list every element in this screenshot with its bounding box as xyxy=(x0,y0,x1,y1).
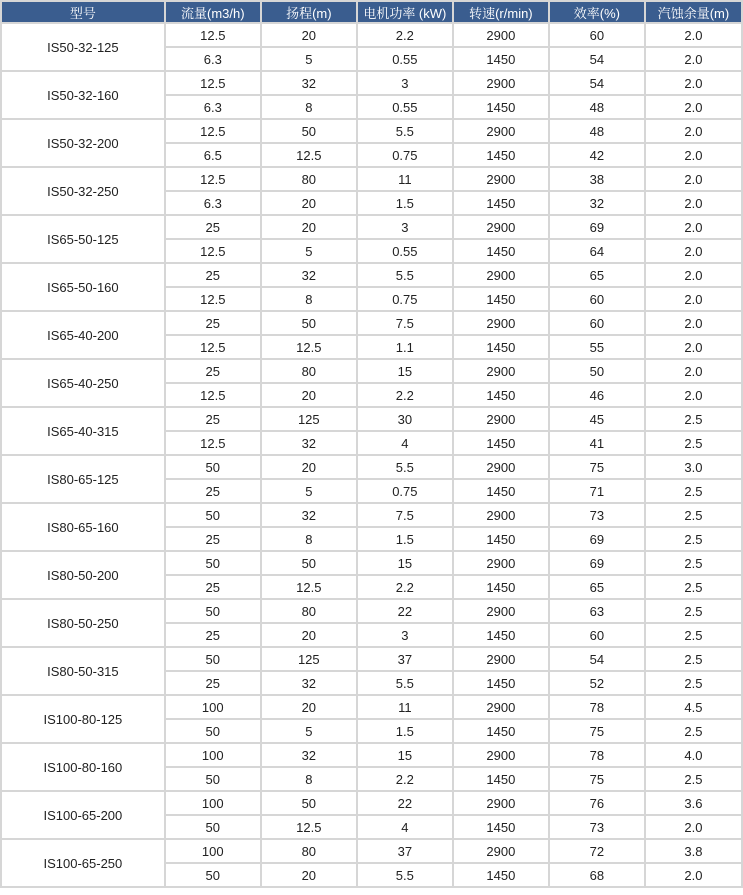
npsh-cell: 2.5 xyxy=(646,624,741,646)
efficiency-cell: 50 xyxy=(550,360,644,382)
npsh-cell: 2.0 xyxy=(646,120,741,142)
head-cell: 20 xyxy=(262,24,356,46)
head-cell: 32 xyxy=(262,672,356,694)
efficiency-cell: 60 xyxy=(550,24,644,46)
efficiency-cell: 64 xyxy=(550,240,644,262)
table-row xyxy=(2,24,741,46)
npsh-cell: 2.0 xyxy=(646,144,741,166)
power-cell: 5.5 xyxy=(358,864,452,886)
power-cell: 2.2 xyxy=(358,576,452,598)
npsh-cell: 2.5 xyxy=(646,552,741,574)
table-row xyxy=(2,840,741,862)
flow-cell: 50 xyxy=(166,864,260,886)
header-model: 型号 xyxy=(2,2,164,22)
model-cell: IS50-32-125 xyxy=(2,24,164,70)
head-cell: 8 xyxy=(262,528,356,550)
speed-cell: 2900 xyxy=(454,648,548,670)
head-cell: 12.5 xyxy=(262,576,356,598)
power-cell: 2.2 xyxy=(358,384,452,406)
table-row xyxy=(2,360,741,382)
efficiency-cell: 71 xyxy=(550,480,644,502)
flow-cell: 6.3 xyxy=(166,48,260,70)
efficiency-cell: 55 xyxy=(550,336,644,358)
power-cell: 2.2 xyxy=(358,768,452,790)
speed-cell: 2900 xyxy=(454,696,548,718)
power-cell: 3 xyxy=(358,72,452,94)
efficiency-cell: 38 xyxy=(550,168,644,190)
efficiency-cell: 46 xyxy=(550,384,644,406)
flow-cell: 50 xyxy=(166,600,260,622)
model-cell: IS50-32-250 xyxy=(2,168,164,214)
header-speed: 转速(r/min) xyxy=(454,2,548,22)
npsh-cell: 4.0 xyxy=(646,744,741,766)
efficiency-cell: 63 xyxy=(550,600,644,622)
npsh-cell: 3.6 xyxy=(646,792,741,814)
power-cell: 0.55 xyxy=(358,48,452,70)
efficiency-cell: 60 xyxy=(550,288,644,310)
speed-cell: 2900 xyxy=(454,744,548,766)
speed-cell: 2900 xyxy=(454,264,548,286)
flow-cell: 12.5 xyxy=(166,168,260,190)
head-cell: 20 xyxy=(262,192,356,214)
power-cell: 15 xyxy=(358,360,452,382)
flow-cell: 25 xyxy=(166,360,260,382)
npsh-cell: 2.0 xyxy=(646,864,741,886)
npsh-cell: 2.0 xyxy=(646,168,741,190)
model-cell: IS65-40-250 xyxy=(2,360,164,406)
head-cell: 32 xyxy=(262,264,356,286)
head-cell: 125 xyxy=(262,648,356,670)
speed-cell: 1450 xyxy=(454,720,548,742)
efficiency-cell: 75 xyxy=(550,768,644,790)
table-row xyxy=(2,264,741,286)
npsh-cell: 3.8 xyxy=(646,840,741,862)
model-cell: IS65-40-315 xyxy=(2,408,164,454)
power-cell: 15 xyxy=(358,744,452,766)
head-cell: 20 xyxy=(262,216,356,238)
speed-cell: 1450 xyxy=(454,336,548,358)
efficiency-cell: 65 xyxy=(550,264,644,286)
flow-cell: 50 xyxy=(166,552,260,574)
model-cell: IS80-50-250 xyxy=(2,600,164,646)
head-cell: 80 xyxy=(262,360,356,382)
table-body xyxy=(2,24,741,886)
npsh-cell: 2.5 xyxy=(646,528,741,550)
flow-cell: 6.3 xyxy=(166,96,260,118)
power-cell: 1.5 xyxy=(358,192,452,214)
head-cell: 32 xyxy=(262,504,356,526)
head-cell: 5 xyxy=(262,240,356,262)
table-row xyxy=(2,408,741,430)
npsh-cell: 2.0 xyxy=(646,816,741,838)
flow-cell: 50 xyxy=(166,504,260,526)
flow-cell: 6.5 xyxy=(166,144,260,166)
flow-cell: 6.3 xyxy=(166,192,260,214)
model-cell: IS80-50-315 xyxy=(2,648,164,694)
header-efficiency: 效率(%) xyxy=(550,2,644,22)
flow-cell: 100 xyxy=(166,840,260,862)
npsh-cell: 4.5 xyxy=(646,696,741,718)
head-cell: 80 xyxy=(262,600,356,622)
table-header-row xyxy=(2,2,741,22)
table-row xyxy=(2,744,741,766)
npsh-cell: 2.0 xyxy=(646,360,741,382)
head-cell: 20 xyxy=(262,696,356,718)
head-cell: 12.5 xyxy=(262,144,356,166)
efficiency-cell: 54 xyxy=(550,648,644,670)
head-cell: 80 xyxy=(262,168,356,190)
efficiency-cell: 69 xyxy=(550,216,644,238)
speed-cell: 2900 xyxy=(454,216,548,238)
efficiency-cell: 78 xyxy=(550,744,644,766)
head-cell: 8 xyxy=(262,288,356,310)
efficiency-cell: 54 xyxy=(550,48,644,70)
efficiency-cell: 32 xyxy=(550,192,644,214)
head-cell: 20 xyxy=(262,624,356,646)
flow-cell: 12.5 xyxy=(166,384,260,406)
power-cell: 0.55 xyxy=(358,96,452,118)
table-row xyxy=(2,456,741,478)
efficiency-cell: 69 xyxy=(550,552,644,574)
table-row xyxy=(2,552,741,574)
speed-cell: 2900 xyxy=(454,168,548,190)
npsh-cell: 2.0 xyxy=(646,192,741,214)
power-cell: 0.55 xyxy=(358,240,452,262)
efficiency-cell: 69 xyxy=(550,528,644,550)
power-cell: 11 xyxy=(358,168,452,190)
table-row xyxy=(2,168,741,190)
power-cell: 1.5 xyxy=(358,720,452,742)
npsh-cell: 2.5 xyxy=(646,408,741,430)
speed-cell: 1450 xyxy=(454,480,548,502)
npsh-cell: 2.5 xyxy=(646,480,741,502)
efficiency-cell: 52 xyxy=(550,672,644,694)
model-cell: IS65-50-160 xyxy=(2,264,164,310)
speed-cell: 1450 xyxy=(454,144,548,166)
head-cell: 32 xyxy=(262,744,356,766)
flow-cell: 25 xyxy=(166,264,260,286)
flow-cell: 12.5 xyxy=(166,432,260,454)
table-row xyxy=(2,696,741,718)
power-cell: 22 xyxy=(358,600,452,622)
speed-cell: 2900 xyxy=(454,840,548,862)
efficiency-cell: 65 xyxy=(550,576,644,598)
speed-cell: 1450 xyxy=(454,624,548,646)
npsh-cell: 2.5 xyxy=(646,504,741,526)
table-row xyxy=(2,792,741,814)
power-cell: 1.1 xyxy=(358,336,452,358)
head-cell: 32 xyxy=(262,432,356,454)
efficiency-cell: 42 xyxy=(550,144,644,166)
speed-cell: 1450 xyxy=(454,48,548,70)
flow-cell: 25 xyxy=(166,672,260,694)
speed-cell: 1450 xyxy=(454,432,548,454)
head-cell: 5 xyxy=(262,48,356,70)
model-cell: IS80-65-125 xyxy=(2,456,164,502)
efficiency-cell: 54 xyxy=(550,72,644,94)
power-cell: 2.2 xyxy=(358,24,452,46)
power-cell: 37 xyxy=(358,648,452,670)
power-cell: 5.5 xyxy=(358,672,452,694)
npsh-cell: 2.0 xyxy=(646,288,741,310)
speed-cell: 2900 xyxy=(454,456,548,478)
npsh-cell: 2.0 xyxy=(646,240,741,262)
npsh-cell: 2.0 xyxy=(646,96,741,118)
speed-cell: 1450 xyxy=(454,816,548,838)
npsh-cell: 2.5 xyxy=(646,576,741,598)
head-cell: 5 xyxy=(262,480,356,502)
model-cell: IS100-80-160 xyxy=(2,744,164,790)
speed-cell: 1450 xyxy=(454,288,548,310)
npsh-cell: 2.5 xyxy=(646,768,741,790)
efficiency-cell: 41 xyxy=(550,432,644,454)
efficiency-cell: 68 xyxy=(550,864,644,886)
speed-cell: 2900 xyxy=(454,24,548,46)
head-cell: 50 xyxy=(262,312,356,334)
flow-cell: 25 xyxy=(166,576,260,598)
power-cell: 11 xyxy=(358,696,452,718)
head-cell: 125 xyxy=(262,408,356,430)
head-cell: 5 xyxy=(262,720,356,742)
npsh-cell: 2.0 xyxy=(646,72,741,94)
head-cell: 32 xyxy=(262,72,356,94)
efficiency-cell: 45 xyxy=(550,408,644,430)
flow-cell: 12.5 xyxy=(166,72,260,94)
flow-cell: 100 xyxy=(166,792,260,814)
power-cell: 0.75 xyxy=(358,144,452,166)
speed-cell: 1450 xyxy=(454,864,548,886)
speed-cell: 1450 xyxy=(454,192,548,214)
npsh-cell: 3.0 xyxy=(646,456,741,478)
model-cell: IS80-65-160 xyxy=(2,504,164,550)
head-cell: 20 xyxy=(262,456,356,478)
efficiency-cell: 75 xyxy=(550,456,644,478)
npsh-cell: 2.5 xyxy=(646,432,741,454)
model-cell: IS65-40-200 xyxy=(2,312,164,358)
table-row xyxy=(2,72,741,94)
npsh-cell: 2.5 xyxy=(646,672,741,694)
flow-cell: 12.5 xyxy=(166,288,260,310)
speed-cell: 1450 xyxy=(454,384,548,406)
power-cell: 4 xyxy=(358,432,452,454)
flow-cell: 25 xyxy=(166,408,260,430)
npsh-cell: 2.0 xyxy=(646,24,741,46)
flow-cell: 12.5 xyxy=(166,336,260,358)
model-cell: IS50-32-200 xyxy=(2,120,164,166)
model-cell: IS100-80-125 xyxy=(2,696,164,742)
head-cell: 50 xyxy=(262,792,356,814)
table-row xyxy=(2,312,741,334)
npsh-cell: 2.5 xyxy=(646,600,741,622)
efficiency-cell: 48 xyxy=(550,96,644,118)
header-flow: 流量(m3/h) xyxy=(166,2,260,22)
flow-cell: 12.5 xyxy=(166,24,260,46)
flow-cell: 25 xyxy=(166,216,260,238)
head-cell: 20 xyxy=(262,384,356,406)
efficiency-cell: 73 xyxy=(550,816,644,838)
flow-cell: 50 xyxy=(166,768,260,790)
speed-cell: 2900 xyxy=(454,312,548,334)
head-cell: 12.5 xyxy=(262,336,356,358)
flow-cell: 25 xyxy=(166,480,260,502)
header-head: 扬程(m) xyxy=(262,2,356,22)
header-motor-power: 电机功率 (kW) xyxy=(358,2,452,22)
power-cell: 0.75 xyxy=(358,480,452,502)
head-cell: 8 xyxy=(262,96,356,118)
model-cell: IS65-50-125 xyxy=(2,216,164,262)
model-cell: IS80-50-200 xyxy=(2,552,164,598)
head-cell: 8 xyxy=(262,768,356,790)
power-cell: 4 xyxy=(358,816,452,838)
flow-cell: 50 xyxy=(166,456,260,478)
npsh-cell: 2.0 xyxy=(646,216,741,238)
speed-cell: 1450 xyxy=(454,240,548,262)
flow-cell: 25 xyxy=(166,528,260,550)
speed-cell: 1450 xyxy=(454,672,548,694)
efficiency-cell: 48 xyxy=(550,120,644,142)
header-npsh: 汽蚀余量(m) xyxy=(646,2,741,22)
power-cell: 22 xyxy=(358,792,452,814)
power-cell: 1.5 xyxy=(358,528,452,550)
efficiency-cell: 72 xyxy=(550,840,644,862)
head-cell: 50 xyxy=(262,120,356,142)
efficiency-cell: 73 xyxy=(550,504,644,526)
power-cell: 37 xyxy=(358,840,452,862)
speed-cell: 2900 xyxy=(454,360,548,382)
head-cell: 12.5 xyxy=(262,816,356,838)
flow-cell: 12.5 xyxy=(166,240,260,262)
flow-cell: 50 xyxy=(166,816,260,838)
model-cell: IS100-65-250 xyxy=(2,840,164,886)
head-cell: 20 xyxy=(262,864,356,886)
speed-cell: 2900 xyxy=(454,600,548,622)
table-row xyxy=(2,648,741,670)
flow-cell: 25 xyxy=(166,624,260,646)
npsh-cell: 2.0 xyxy=(646,384,741,406)
speed-cell: 2900 xyxy=(454,552,548,574)
speed-cell: 2900 xyxy=(454,72,548,94)
model-cell: IS100-65-200 xyxy=(2,792,164,838)
flow-cell: 12.5 xyxy=(166,120,260,142)
npsh-cell: 2.0 xyxy=(646,312,741,334)
head-cell: 80 xyxy=(262,840,356,862)
power-cell: 7.5 xyxy=(358,504,452,526)
npsh-cell: 2.5 xyxy=(646,648,741,670)
power-cell: 0.75 xyxy=(358,288,452,310)
power-cell: 5.5 xyxy=(358,120,452,142)
flow-cell: 25 xyxy=(166,312,260,334)
flow-cell: 50 xyxy=(166,720,260,742)
power-cell: 30 xyxy=(358,408,452,430)
speed-cell: 1450 xyxy=(454,96,548,118)
table-row xyxy=(2,504,741,526)
speed-cell: 1450 xyxy=(454,576,548,598)
npsh-cell: 2.0 xyxy=(646,336,741,358)
flow-cell: 100 xyxy=(166,696,260,718)
flow-cell: 50 xyxy=(166,648,260,670)
speed-cell: 2900 xyxy=(454,120,548,142)
table-row xyxy=(2,600,741,622)
model-cell: IS50-32-160 xyxy=(2,72,164,118)
speed-cell: 1450 xyxy=(454,768,548,790)
npsh-cell: 2.0 xyxy=(646,48,741,70)
npsh-cell: 2.0 xyxy=(646,264,741,286)
power-cell: 5.5 xyxy=(358,456,452,478)
flow-cell: 100 xyxy=(166,744,260,766)
table-row xyxy=(2,120,741,142)
speed-cell: 2900 xyxy=(454,408,548,430)
efficiency-cell: 60 xyxy=(550,624,644,646)
npsh-cell: 2.5 xyxy=(646,720,741,742)
efficiency-cell: 76 xyxy=(550,792,644,814)
power-cell: 7.5 xyxy=(358,312,452,334)
power-cell: 3 xyxy=(358,216,452,238)
table-row xyxy=(2,216,741,238)
power-cell: 15 xyxy=(358,552,452,574)
speed-cell: 1450 xyxy=(454,528,548,550)
head-cell: 50 xyxy=(262,552,356,574)
power-cell: 3 xyxy=(358,624,452,646)
efficiency-cell: 60 xyxy=(550,312,644,334)
efficiency-cell: 75 xyxy=(550,720,644,742)
speed-cell: 2900 xyxy=(454,504,548,526)
efficiency-cell: 78 xyxy=(550,696,644,718)
power-cell: 5.5 xyxy=(358,264,452,286)
speed-cell: 2900 xyxy=(454,792,548,814)
